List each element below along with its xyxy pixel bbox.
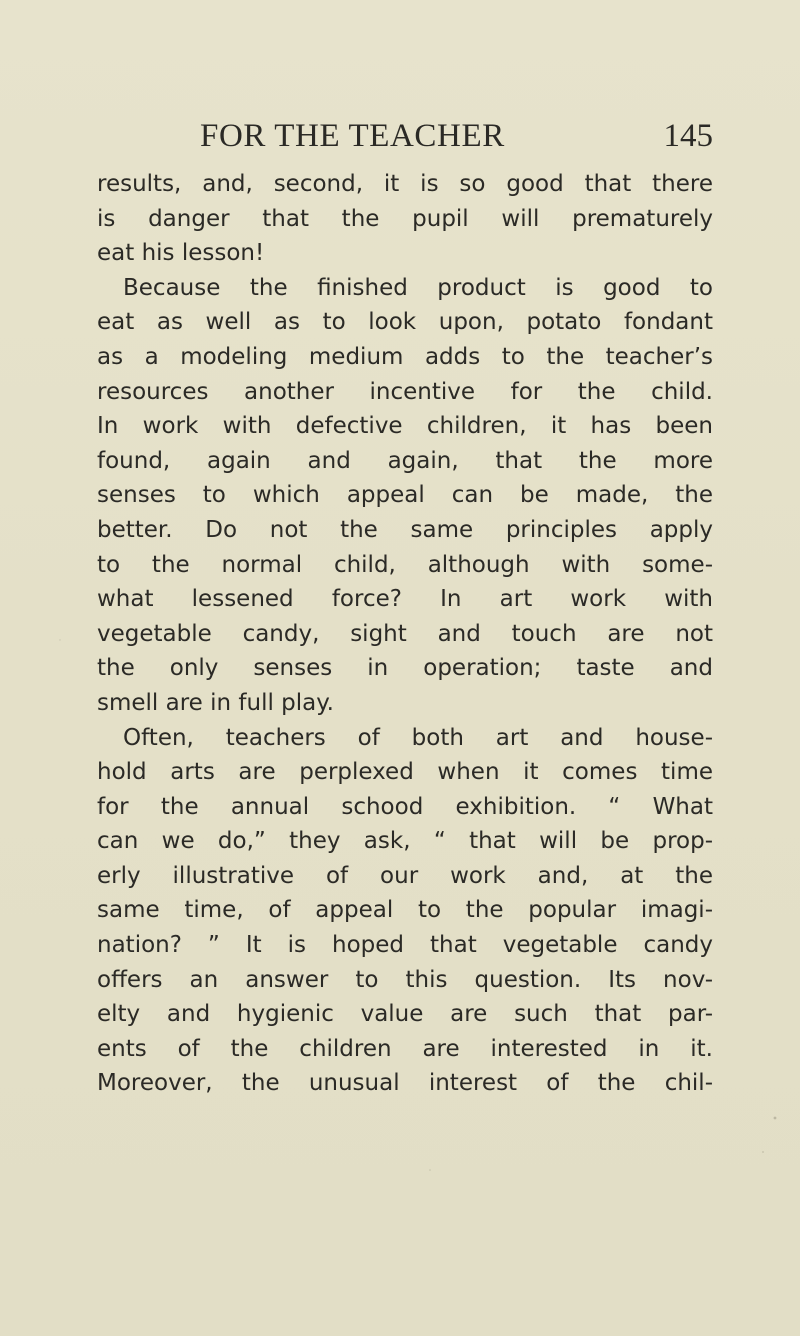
text-line: elty and hygienic value are such that par- (97, 1001, 713, 1028)
text-line: offers an answer to this question. Its nov- (97, 966, 713, 993)
text-line: is danger that the pupil will prematurely (97, 205, 713, 232)
text-line: found, again and again, that the more (97, 447, 713, 474)
text-line: what lessened force? In art work with (97, 586, 713, 613)
text-line: senses to which appeal can be made, the (97, 482, 713, 509)
text-line: ents of the children are interested in it. (97, 1035, 713, 1062)
text-line: results, and, second, it is so good that there (97, 171, 713, 197)
text-line: Often, teachers of both art and house- (123, 724, 713, 751)
text-line: resources another incentive for the child. (97, 378, 713, 405)
text-line: eat his lesson! (97, 240, 265, 267)
page-number: 145 (663, 118, 713, 154)
text-line: can we do,” they ask, “ that will be prop- (97, 828, 713, 855)
text-line: eat as well as to look upon, potato fondant (97, 309, 713, 336)
text-line: nation? ” It is hoped that vegetable candy (97, 932, 713, 959)
text-line: hold arts are perplexed when it comes time (97, 759, 713, 786)
text-line: the only senses in operation; taste and (97, 655, 713, 682)
text-line: vegetable candy, sight and touch are not (97, 620, 713, 647)
text-line: smell are in full play. (97, 689, 334, 716)
text-line: same time, of appeal to the popular imagi- (97, 897, 713, 924)
text-line: Because the finished product is good to (123, 274, 713, 301)
running-title: FOR THE TEACHER (200, 118, 505, 154)
text-line: Moreover, the unusual interest of the chil- (97, 1070, 713, 1097)
running-head (97, 112, 713, 160)
text-line: better. Do not the same principles apply (97, 516, 713, 543)
body-text (97, 167, 713, 1101)
text-line: for the annual schood exhibition. “ What (97, 793, 713, 820)
text-line: erly illustrative of our work and, at the (97, 862, 713, 889)
text-line: to the normal child, although with some- (97, 551, 713, 578)
text-line: In work with defective children, it has been (97, 413, 713, 440)
text-line: as a modeling medium adds to the teacher’s (97, 343, 713, 370)
